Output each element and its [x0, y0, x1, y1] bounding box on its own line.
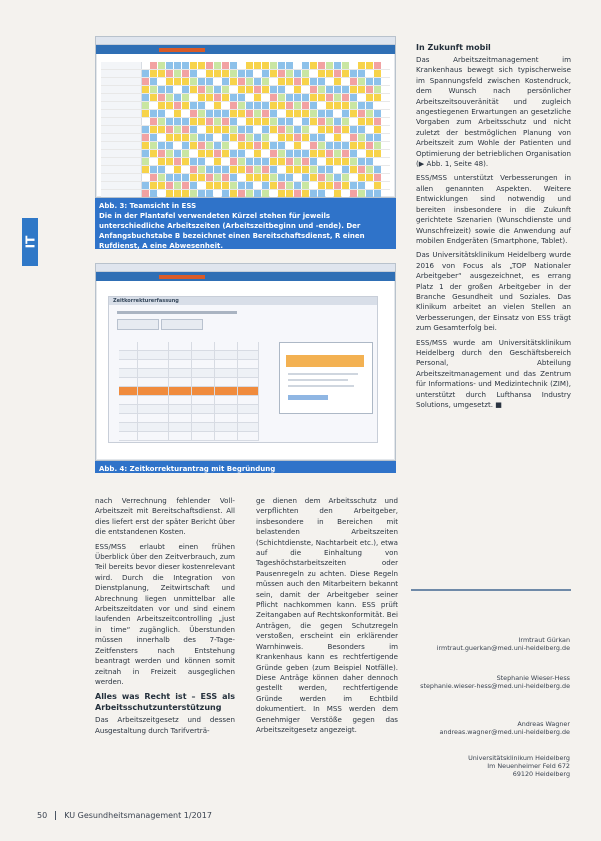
justification-popup [279, 342, 373, 414]
figure-team-view-screenshot [95, 36, 396, 198]
paragraph: ESS/MSS unterstützt Verbesserungen in allen genannten Aspekten. Weitere Entwicklungen sind notwendig und bereiten insbesondere in die Zukunft gerichtete Szenarien (Wunschdienste und Wunschfreizeit) sowie die Anwendung auf mobilen Endgeräten (Smartphone, Tablet). [416, 173, 571, 245]
grid-row [101, 126, 390, 134]
paragraph: ge dienen dem Arbeitsschutz und verpflichten den Arbeitgeber, insbesondere in Bereichen mit belastenden Arbeitszeiten (Schichtdienste, Nachtarbeit etc.), etwa auf die Einhaltung von Tageshöchstarbeitszeiten oder Pausenregeln zu achten. Diese Regeln müssen auch den Mitarbeitern bekannt sein, damit der Arbeitgeber seiner Pflicht nachkommen kann. ESS prüft Zeitangaben auf Rechtskonformität. Bei Anträgen, die gegen Schutzregeln verstoßen, erscheint ein erklärender Warnhinweis. Besonders im Krankenhaus kann es rechtfertigende Gründe geben (zum Beispiel Notfälle). Diese Anträge können daher dennoch gestellt werden, rechtfertigende Gründe werden im Echtbild dokumentiert. In MSS werden dem Genehmiger Verstöße gegen das Arbeitszeitgesetz angezeigt. [256, 496, 398, 734]
form-title: Zeitkorrekturerfassung [109, 297, 377, 305]
affiliation-line: 69120 Heidelberg [512, 770, 570, 778]
grid-row [101, 158, 390, 166]
grid-row [101, 166, 390, 174]
table-row[interactable] [119, 432, 259, 441]
table-row[interactable] [119, 378, 259, 387]
footer-separator [55, 811, 56, 820]
paragraph: nach Verrechnung fehlender Voll-Arbeitszeit mit Bereitschaftsdienst. All dies liefert erst der später Bericht über die entstandenen Kosten. [95, 496, 235, 537]
screenshot-app-bar [96, 272, 395, 281]
paragraph: ESS/MSS wurde am Universitätsklinikum Heidelberg durch den Geschäftsbereich Personal, Abteilung Arbeitszeitmanagement und das Zentrum für Informations- und Medizintechnik (ZIM), unterstützt durch Lufthansa Industry Solutions, umgesetzt. ■ [416, 337, 571, 409]
author-block [440, 720, 570, 736]
grid-row [101, 190, 390, 198]
paragraph: Das Universitätsklinikum Heidelberg wurde 2016 von Focus als „TOP Nationaler Arbeitgeber“ ausgezeichnet, es errang Platz 1 der großen Arbeitgeber in der Branche Gesundheit und Soziales. Das Klinikum arbeitet an vielen Stellen an Verbesserungen, der Einsatz von ESS trägt zum Gesamterfolg bei. [416, 250, 571, 333]
paragraph: ESS/MSS erlaubt einen frühen Überblick über den Zeitverbrauch, zum Teil bereits bevor dieser kostenrelevant wird. Durch die Integration von Dienstplanung, Zeitwirtschaft und Abrechnung liegen unmittelbar alle Arbeitszeitdaten vor und sind einem laufenden Arbeitszeitcontrolling „just in time“ zugänglich. Überstunden müssen innerhalb des 7-Tage-Zeitfensters nach Entstehung beantragt werden und können somit zeitnah in Freizeit ausgeglichen werden. [95, 541, 235, 686]
grid-row [101, 110, 390, 118]
time-correction-form [108, 296, 378, 443]
grid-row [101, 102, 390, 110]
grid-row [101, 182, 390, 190]
grid-row [101, 62, 390, 70]
grid-row [101, 118, 390, 126]
affiliation-line: Im Neuenheimer Feld 672 [487, 762, 570, 770]
table-row[interactable] [119, 351, 259, 360]
author-email[interactable]: irmtraut.guerkan@med.uni-heidelberg.de [436, 644, 570, 652]
section-divider [411, 589, 571, 591]
table-row[interactable] [119, 369, 259, 378]
journal-name: KU Gesundheitsmanagement 1/2017 [64, 811, 212, 820]
grid-row [101, 134, 390, 142]
author-name: Stephanie Wieser-Hess [496, 674, 570, 682]
table-row[interactable] [119, 360, 259, 369]
author-name: Irmtraut Gürkan [518, 636, 570, 644]
figure-1-caption-text: Die in der Plantafel verwendeten Kürzel stehen für jeweils unterschiedliche Arbeitszeiten (Arbeitszeitbeginn und -ende). Der Anfangsbuchstabe B bezeichnet einen Bereitschaftsdienst, R einen Rufdienst, A eine Abwesenheit. [99, 212, 365, 250]
paragraph: Das Arbeitszeitmanagement im Krankenhaus bewegt sich typischerweise im Spannungsfeld zwischen Kostendruck, dem Wunsch nach persönlicher Arbeitszeitsouveränität und zugleich angestiegenen Erwartungen an gesetzliche Vorgaben zum Arbeitsschutz und nicht zuletzt der bestmöglichen Planung von Arbeitszeit zum Wohle der Patienten und Optimierung der betrieblichen Organisation (▶ Abb. 1, Seite 48). [416, 55, 571, 169]
screenshot-toolbar [96, 264, 395, 272]
grid-row [101, 150, 390, 158]
page-number: 50 [37, 811, 48, 820]
grid-row [101, 70, 390, 78]
figure-time-correction-screenshot [95, 263, 396, 461]
table-row[interactable] [119, 414, 259, 423]
grid-row [101, 78, 390, 86]
author-name: Andreas Wagner [517, 720, 570, 728]
section-tab: IT [22, 218, 38, 266]
table-row[interactable] [119, 423, 259, 432]
section-heading-law: Alles was Recht ist – ESS als Arbeitsschutzunterstützung [95, 692, 235, 713]
section-heading-future: In Zukunft mobil [416, 43, 491, 52]
screenshot-toolbar [96, 37, 395, 45]
article-left-column [95, 496, 235, 740]
figure-1-caption [95, 198, 396, 249]
shift-plan-grid [101, 62, 390, 198]
table-row[interactable] [119, 396, 259, 405]
table-row[interactable] [119, 405, 259, 414]
figure-2-caption [95, 461, 396, 473]
grid-row [101, 86, 390, 94]
figure-2-caption-title: Abb. 4: Zeitkorrekturantrag mit Begründung [99, 465, 276, 473]
article-right-column [416, 40, 571, 414]
grid-row [101, 94, 390, 102]
page-footer [37, 811, 212, 820]
author-block [437, 636, 570, 652]
author-email[interactable]: andreas.wagner@med.uni-heidelberg.de [439, 728, 570, 736]
screenshot-app-bar [96, 45, 395, 54]
grid-row [101, 142, 390, 150]
affiliation-block [468, 754, 570, 778]
correction-table [119, 342, 259, 441]
affiliation-line: Universitätsklinikum Heidelberg [468, 754, 570, 762]
table-row[interactable] [119, 342, 259, 351]
paragraph: Das Arbeitszeitgesetz und dessen Ausgestaltung durch Tarifverträ- [95, 715, 235, 735]
grid-row [101, 174, 390, 182]
article-middle-column [256, 496, 398, 739]
figure-1-caption-title: Abb. 3: Teamsicht in ESS [99, 202, 197, 210]
table-row[interactable] [119, 387, 259, 396]
author-block [420, 674, 570, 690]
author-email[interactable]: stephanie.wieser-hess@med.uni-heidelberg.de [420, 682, 570, 690]
